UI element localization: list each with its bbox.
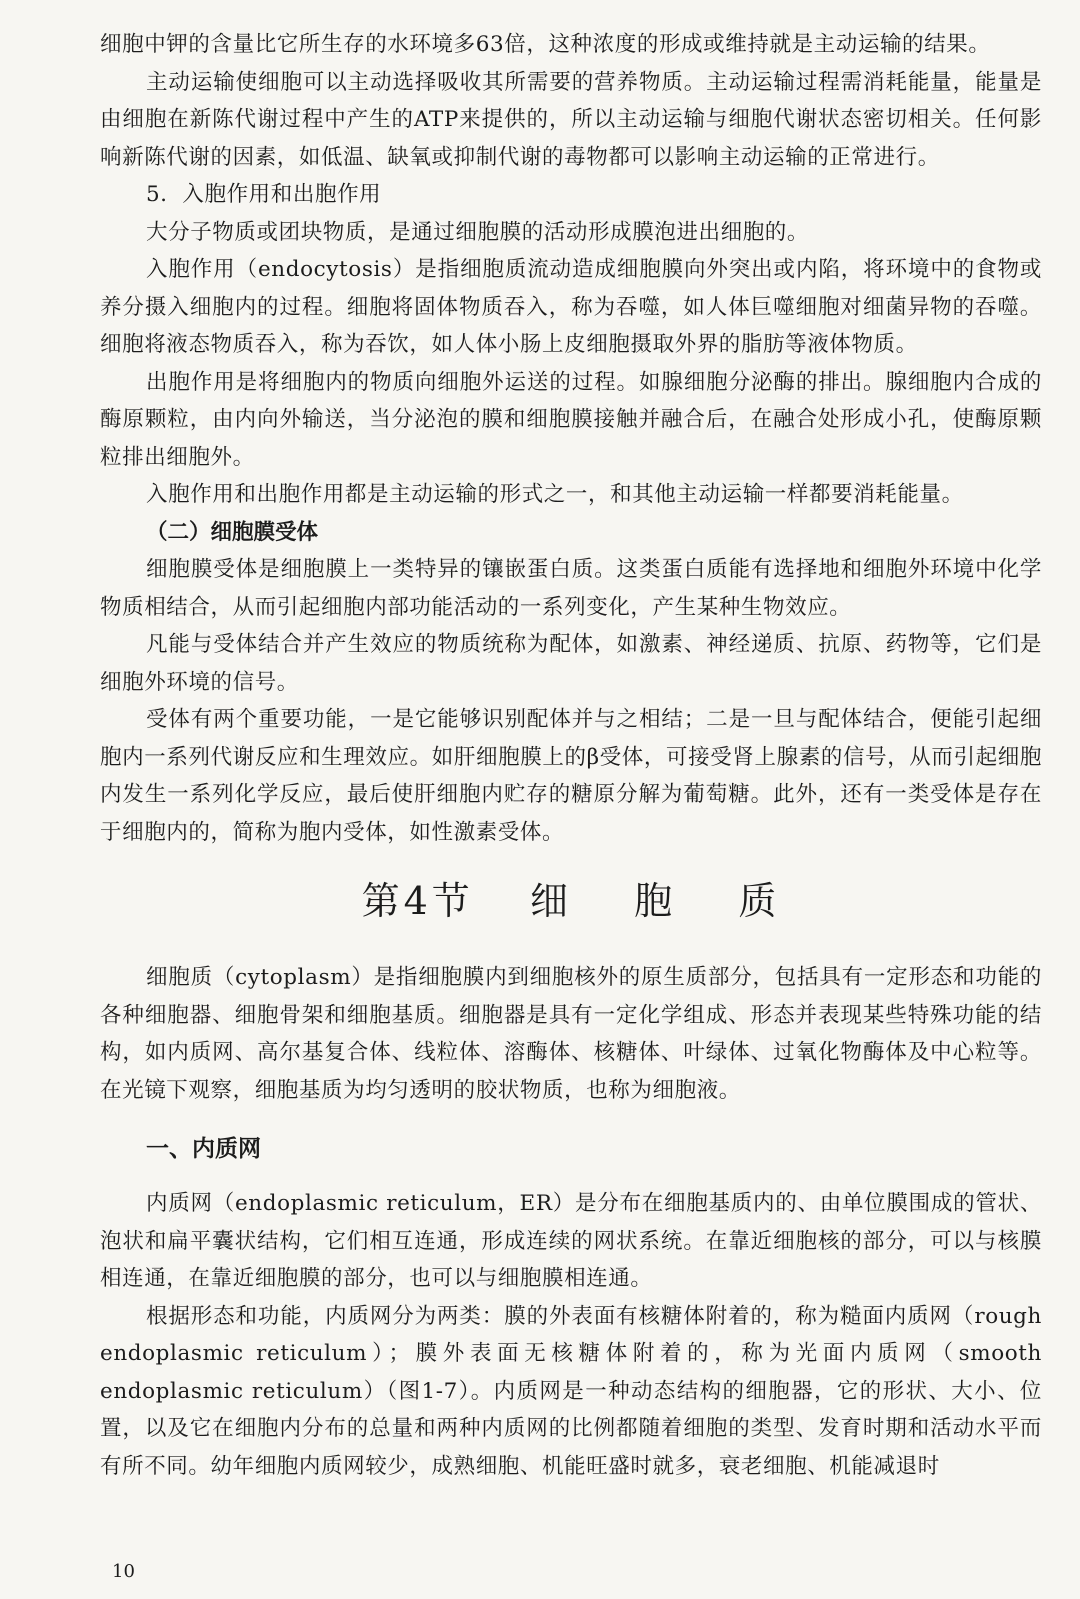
section-number: 第4节: [361, 879, 474, 923]
paragraph-er-definition: 内质网（endoplasmic reticulum，ER）是分布在细胞基质内的、由单位膜围成的管状、泡状和扁平囊状结构，它们相互连通，形成连续的网状系统。在靠近细胞核的部分，可以与核膜相连通，在靠近细胞膜的部分，也可以与细胞膜相连通。: [100, 1191, 1042, 1291]
section-title: [100, 873, 1042, 929]
heading-endoplasmic-reticulum: 一、内质网: [146, 1136, 261, 1162]
paragraph-macromolecules: 大分子物质或团块物质，是通过细胞膜的活动形成膜泡进出细胞的。: [146, 219, 810, 245]
subheading-membrane-receptor: （二）细胞膜受体: [146, 519, 319, 545]
paragraph-receptor-functions: 受体有两个重要功能，一是它能够识别配体并与之相结；二是一旦与配体结合，便能引起细胞内一系列代谢反应和生理效应。如肝细胞膜上的β受体，可接受肾上腺素的信号，从而引起细胞内发生一系列化学反应，最后使肝细胞内贮存的糖原分解为葡萄糖。此外，还有一类受体是存在于细胞内的，简称为胞内受体，如性激素受体。: [100, 707, 1042, 845]
paragraph-energy-consumption: 入胞作用和出胞作用都是主动运输的形式之一，和其他主动运输一样都要消耗能量。: [146, 482, 964, 507]
paragraph-exocytosis: 出胞作用是将细胞内的物质向细胞外运送的过程。如腺细胞分泌酶的排出。腺细胞内合成的酶原颗粒，由内向外输送，当分泌泡的膜和细胞膜接触并融合后，在融合处形成小孔，使酶原颗粒排出细胞外。: [100, 369, 1042, 470]
paragraph-active-transport: 主动运输使细胞可以主动选择吸收其所需要的营养物质。主动运输过程需消耗能量，能量是由细胞在新陈代谢过程中产生的ATP来提供的，所以主动运输与细胞代谢状态密切相关。任何影响新陈代谢的因素，如低温、缺氧或抑制代谢的毒物都可以影响主动运输的正常进行。: [100, 69, 1042, 170]
paragraph-ligand: 凡能与受体结合并产生效应的物质统称为配体，如激素、神经递质、抗原、药物等，它们是细胞外环境的信号。: [100, 632, 1042, 695]
section-title-char: 质: [738, 879, 781, 923]
section-title-char: 胞: [634, 879, 677, 923]
paragraph-potassium-concentration: 细胞中钾的含量比它所生存的水环境多63倍，这种浓度的形成或维持就是主动运输的结果。: [100, 32, 991, 57]
page-number: 10: [112, 1561, 135, 1582]
paragraph-er-types: 根据形态和功能，内质网分为两类：膜的外表面有核糖体附着的，称为糙面内质网（rough endoplasmic reticulum）；膜外表面无核糖体附着的，称为光面内质网（smooth endoplasmic reticulum）（图1-7）。内质网是一种动态结构的细胞器，它的形状、大小、位置，以及它在细胞内分布的总量和两种内质网的比例都随着细胞的类型、发育时期和活动水平而有所不同。幼年细胞内质网较少，成熟细胞、机能旺盛时就多，衰老细胞、机能减退时: [100, 1303, 1042, 1479]
paragraph-cytoplasm: 细胞质（cytoplasm）是指细胞膜内到细胞核外的原生质部分，包括具有一定形态和功能的各种细胞器、细胞骨架和细胞基质。细胞器是具有一定化学组成、形态并表现某些特殊功能的结构，如内质网、高尔基复合体、线粒体、溶酶体、核糖体、叶绿体、过氧化物酶体及中心粒等。在光镜下观察，细胞基质为均匀透明的胶状物质，也称为细胞液。: [100, 965, 1042, 1103]
paragraph-endocytosis: 入胞作用（endocytosis）是指细胞质流动造成细胞膜向外突出或内陷，将环境中的食物或养分摄入细胞内的过程。细胞将固体物质吞入，称为吞噬，如人体巨噬细胞对细菌异物的吞噬。细胞将液态物质吞入，称为吞饮，如人体小肠上皮细胞摄取外界的脂肪等液体物质。: [100, 257, 1042, 357]
section-title-char: 细: [529, 879, 572, 923]
subheading-endocytosis-exocytosis: 5．入胞作用和出胞作用: [146, 182, 382, 207]
paragraph-receptor-definition: 细胞膜受体是细胞膜上一类特异的镶嵌蛋白质。这类蛋白质能有选择地和细胞外环境中化学物质相结合，从而引起细胞内部功能活动的一系列变化，产生某种生物效应。: [100, 557, 1042, 620]
